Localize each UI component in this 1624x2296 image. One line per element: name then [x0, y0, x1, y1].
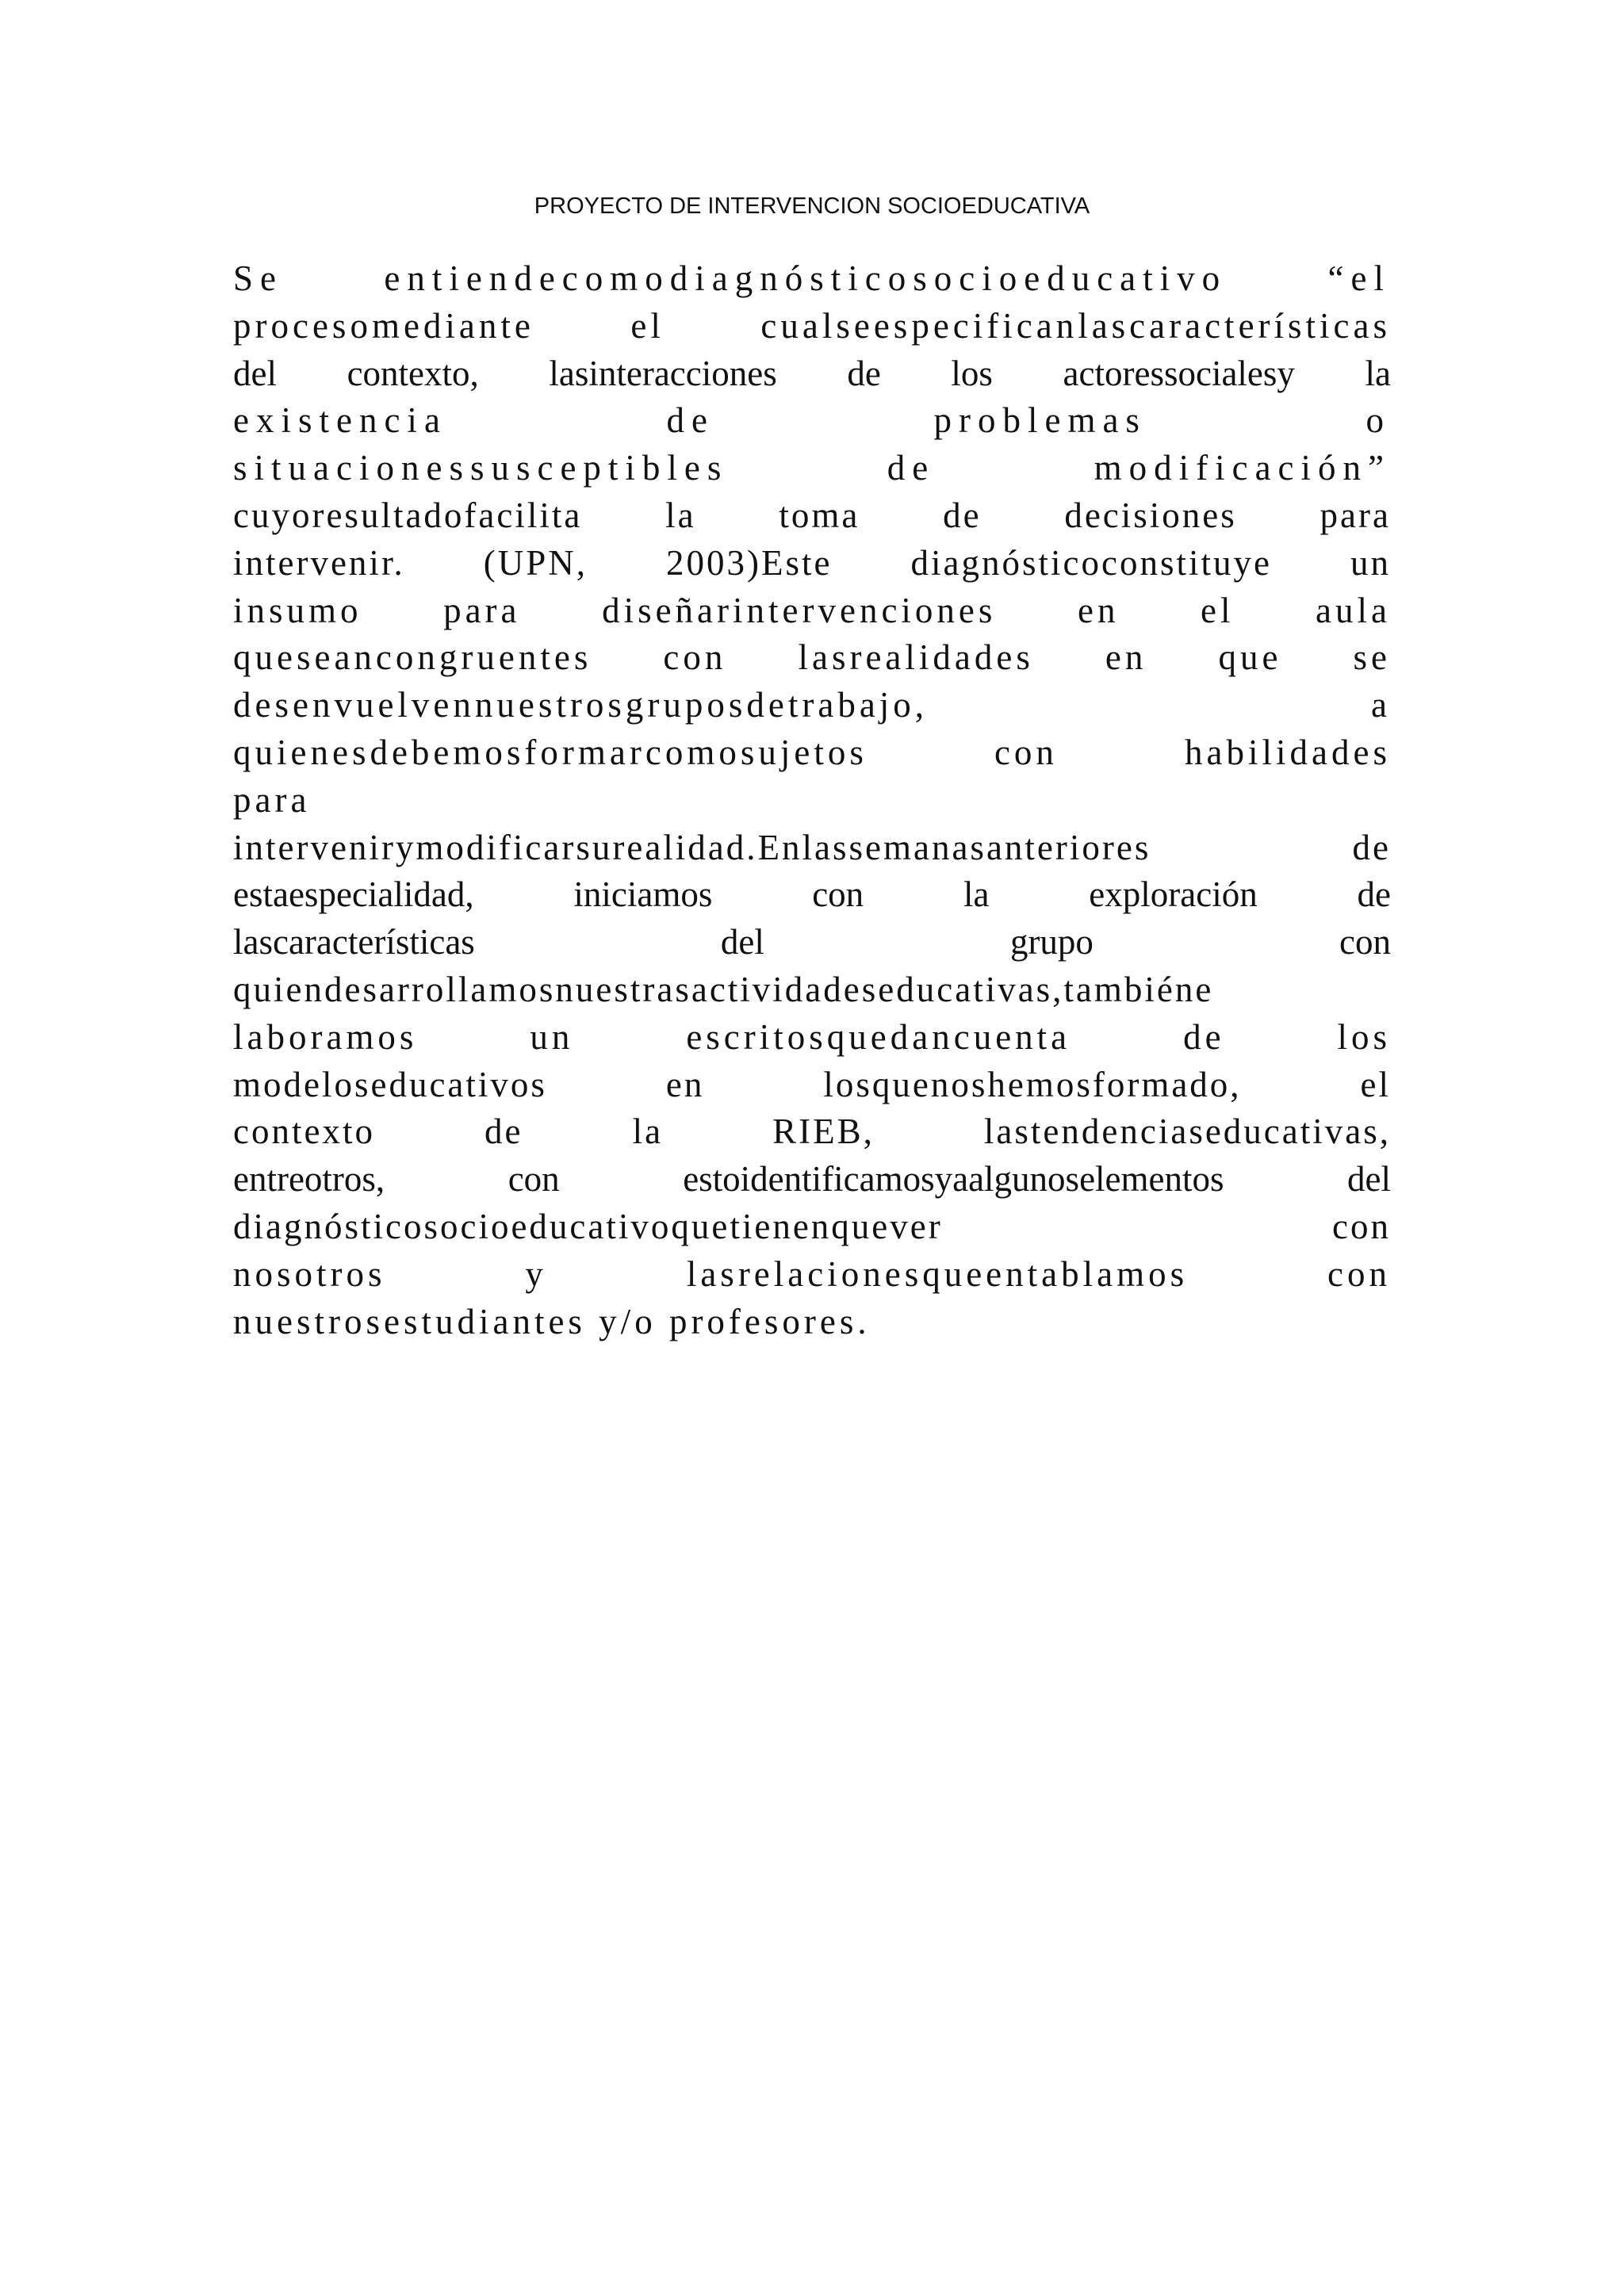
- paragraph-line: modeloseducativos en losquenoshemosformado, el: [233, 1064, 1391, 1104]
- paragraph-line: diagnósticosocioeducativoquetienenquever con: [233, 1206, 1391, 1246]
- paragraph-line: quiendesarrollamosnuestrasactividadeseducativas,tambiéne: [233, 969, 1214, 1009]
- paragraph-line: nuestrosestudiantes y/o profesores.: [233, 1301, 871, 1341]
- document-title: PROYECTO DE INTERVENCION SOCIOEDUCATIVA: [534, 193, 1090, 219]
- paragraph-line: entreotros, con estoidentificamosyaalgunoselementos del: [233, 1159, 1391, 1200]
- paragraph-line: insumo para diseñarintervenciones en el aula: [233, 590, 1391, 630]
- paragraph-line: Se entiendecomodiagnósticosocioeducativo “el: [233, 258, 1391, 298]
- paragraph-line: procesomediante el cualseespecificanlascaracterísticas: [233, 305, 1391, 346]
- paragraph-line: lascaracterísticas del grupo con: [233, 922, 1391, 962]
- paragraph-line: queseancongruentes con lasrealidades en que se: [233, 637, 1391, 678]
- paragraph-line: quienesdebemosformarcomosujetos con habilidades: [233, 732, 1391, 772]
- paragraph-line: contexto de la RIEB, lastendenciaseducativas,: [233, 1112, 1391, 1152]
- paragraph-line: intervenirymodificarsurealidad.Enlassemanasanteriores de: [233, 827, 1391, 867]
- paragraph-line: desenvuelvennuestrosgruposdetrabajo, a: [233, 685, 1391, 725]
- paragraph-line: laboramos un escritosquedancuenta de los: [233, 1016, 1391, 1057]
- paragraph-line: nosotros y lasrelacionesqueentablamos con: [233, 1253, 1391, 1294]
- paragraph-line: existencia de problemas o: [233, 400, 1391, 441]
- paragraph-line: estaespecialidad, iniciamos con la exploración de: [233, 874, 1391, 915]
- paragraph-line: intervenir. (UPN, 2003)Este diagnósticoconstituye un: [233, 542, 1391, 583]
- paragraph-line: situacionessusceptibles de modificación”: [233, 448, 1391, 488]
- document-paragraph: [233, 255, 1391, 1345]
- paragraph-line: para: [233, 779, 311, 820]
- paragraph-line: cuyoresultadofacilita la toma de decisiones para: [233, 495, 1391, 535]
- paragraph-line: del contexto, lasinteracciones de los actoressocialesy la: [233, 353, 1391, 393]
